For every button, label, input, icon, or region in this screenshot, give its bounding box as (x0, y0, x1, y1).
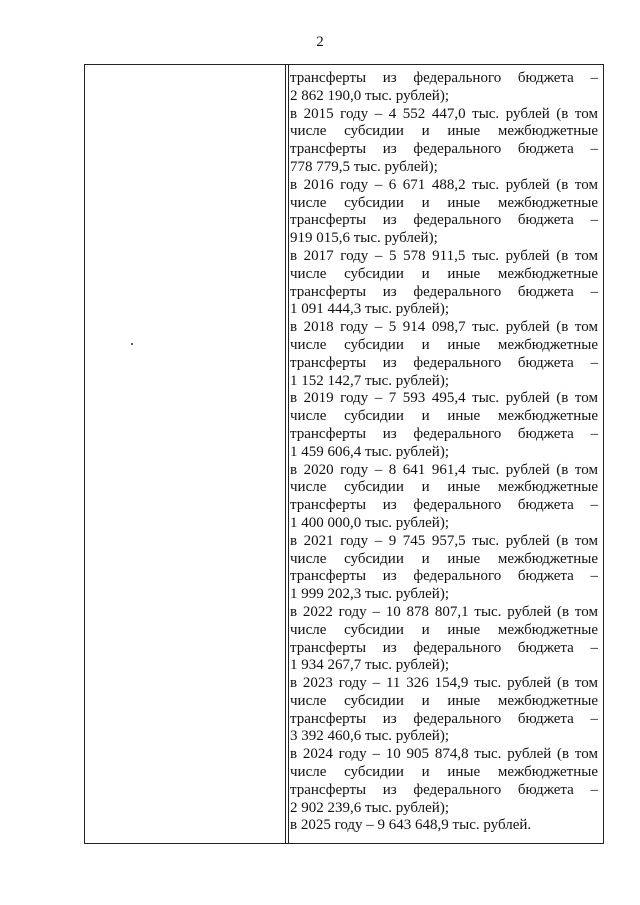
text-line: числе субсидии и иные межбюджетные (290, 336, 598, 353)
text-line: в 2021 году – 9 745 957,5 тыс. рублей (в том (290, 532, 598, 549)
text-line: 1 459 606,4 тыс. рублей); (290, 443, 449, 460)
text-line: 3 392 460,6 тыс. рублей); (290, 728, 449, 745)
text-line: 1 999 202,3 тыс. рублей); (290, 586, 449, 603)
text-line: 1 091 444,3 тыс. рублей); (290, 301, 449, 318)
text-line: трансферты из федерального бюджета – (290, 781, 598, 798)
text-line: в 2017 году – 5 578 911,5 тыс. рублей (в том (290, 247, 598, 264)
text-line: 919 015,6 тыс. рублей); (290, 230, 438, 247)
text-line: трансферты из федерального бюджета – (290, 425, 598, 442)
text-line: трансферты из федерального бюджета – (290, 710, 598, 727)
text-line: числе субсидии и иные межбюджетные (290, 123, 598, 140)
page-number: 2 (316, 34, 324, 50)
text-line: трансферты из федерального бюджета – (290, 639, 598, 656)
text-line: 1 934 267,7 тыс. рублей); (290, 657, 449, 674)
text-line: числе субсидии и иные межбюджетные (290, 550, 598, 567)
column-divider-double (288, 65, 289, 843)
text-line: трансферты из федерального бюджета – (290, 70, 598, 86)
text-line: числе субсидии и иные межбюджетные (290, 408, 598, 425)
table-right-border (603, 65, 604, 843)
text-line: в 2023 году – 11 326 154,9 тыс. рублей (в том (290, 675, 598, 692)
text-line: в 2015 году – 4 552 447,0 тыс. рублей (в том (290, 105, 598, 122)
text-line: в 2025 году – 9 643 648,9 тыс. рублей. (290, 817, 532, 834)
funding-text-cell (290, 70, 598, 835)
text-line: 1 152 142,7 тыс. рублей); (290, 372, 449, 389)
text-line: числе субсидии и иные межбюджетные (290, 621, 598, 638)
text-line: трансферты из федерального бюджета – (290, 354, 598, 371)
text-line: числе субсидии и иные межбюджетные (290, 764, 598, 781)
table-left-border (84, 65, 85, 843)
column-divider (285, 65, 286, 843)
text-line: в 2020 году – 8 641 961,4 тыс. рублей (в том (290, 461, 598, 478)
text-line: в 2016 году – 6 671 488,2 тыс. рублей (в том (290, 176, 598, 193)
text-line: трансферты из федерального бюджета – (290, 497, 598, 514)
text-line: в 2022 году – 10 878 807,1 тыс. рублей (в том (290, 603, 598, 620)
text-line: 778 779,5 тыс. рублей); (290, 158, 438, 175)
text-line: 1 400 000,0 тыс. рублей); (290, 514, 449, 531)
text-line: в 2018 году – 5 914 098,7 тыс. рублей (в том (290, 319, 598, 336)
text-line: трансферты из федерального бюджета – (290, 141, 598, 158)
text-line: трансферты из федерального бюджета – (290, 283, 598, 300)
text-line: 2 902 239,6 тыс. рублей); (290, 799, 449, 816)
text-line: числе субсидии и иные межбюджетные (290, 194, 598, 211)
text-line: трансферты из федерального бюджета – (290, 568, 598, 585)
text-line: в 2024 году – 10 905 874,8 тыс. рублей (в том (290, 746, 598, 763)
text-line: числе субсидии и иные межбюджетные (290, 479, 598, 496)
text-line: 2 862 190,0 тыс. рублей); (290, 87, 449, 104)
text-line: трансферты из федерального бюджета – (290, 212, 598, 229)
text-line: числе субсидии и иные межбюджетные (290, 692, 598, 709)
text-line: числе субсидии и иные межбюджетные (290, 265, 598, 282)
scan-speck (131, 343, 133, 345)
text-line: в 2019 году – 7 593 495,4 тыс. рублей (в том (290, 390, 598, 407)
